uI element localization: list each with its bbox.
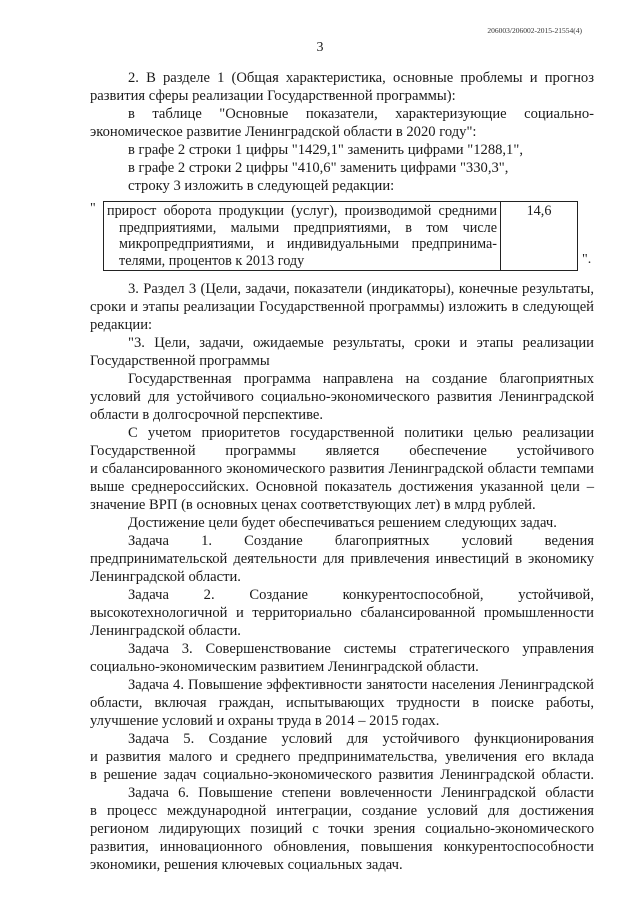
paragraph-line: в таблице "Основные показатели, характеризующие социально- [128, 106, 594, 122]
paragraph-line: в графе 2 строки 1 цифры "1429,1" заменить цифрами "1288,1", [128, 142, 523, 158]
paragraph-line: и сбалансированного экономического развития Ленинградской области темпами [90, 461, 594, 477]
indicator-line: предприятиями, малыми предприятиями, в том числе [119, 219, 497, 236]
paragraph-line: в графе 2 строки 2 цифры "410,6" заменить цифрами "330,3", [128, 160, 509, 176]
paragraph-line: развития сферы реализации Государственной программы): [90, 88, 456, 104]
indicator-line: телями, процентов к 2013 году [119, 252, 305, 269]
paragraph-line: Задача 3. Совершенствование системы стратегического управления [128, 641, 594, 657]
paragraph-line: редакции: [90, 317, 153, 333]
paragraph-line: экономики, решения ключевых социальных задач. [90, 857, 403, 873]
paragraph-line: С учетом приоритетов государственной политики целью реализации [128, 425, 594, 441]
paragraph-line: Задача 4. Повышение эффективности занятости населения Ленинградской [128, 677, 594, 693]
paragraph-line: Государственной программы [90, 353, 270, 369]
paragraph-line: высокотехнологичной и территориально сбалансированной промышленности [90, 605, 594, 621]
paragraph-line: Ленинградской области. [90, 569, 241, 585]
paragraph-line: социально-экономическим развитием Ленинградской области. [90, 659, 479, 675]
paragraph-line: 3. Раздел 3 (Цели, задачи, показатели (индикаторы), конечные результаты, [128, 281, 594, 297]
paragraph-line: предпринимательской деятельности для привлечения инвестиций в экономику [90, 551, 594, 567]
paragraph-line: области в долгосрочной перспективе. [90, 407, 324, 423]
paragraph-line: сроки и этапы реализации Государственной программы) изложить в следующей [90, 299, 594, 315]
paragraph-line: регионом лидирующих позиций с точки зрения социально-экономического [90, 821, 594, 837]
paragraph-line: Задача 5. Создание условий для устойчивого функционирования [128, 731, 594, 747]
paragraph-line: и развития малого и среднего предпринимательства, увеличения его вклада [90, 749, 594, 765]
paragraph-line: области, включая граждан, испытывающих трудности в поиске работы, [90, 695, 594, 711]
paragraph-line: "3. Цели, задачи, ожидаемые результаты, сроки и этапы реализации [128, 335, 594, 351]
paragraph-line: значение ВРП (в основных ценах соответствующих лет) в млрд рублей. [90, 497, 536, 513]
paragraph-line: Задача 2. Создание конкурентоспособной, устойчивой, [128, 587, 594, 603]
paragraph-line: в решение задач социально-экономического развития Ленинградской области. [90, 767, 594, 783]
paragraph-line: Задача 1. Создание благоприятных условий ведения [128, 533, 594, 549]
paragraph-line: выше среднероссийских. Основной показатель достижения указанной цели – [90, 479, 594, 495]
paragraph-line: развития, инновационного обновления, повышения конкурентоспособности [90, 839, 594, 855]
close-quote: ". [582, 252, 592, 267]
indicator-line: микропредприятиями, и индивидуальными предпринима- [119, 236, 497, 252]
paragraph-line: Достижение цели будет обеспечиваться решением следующих задач. [128, 515, 557, 531]
paragraph-line: условий для устойчивого социально-экономического развития Ленинградской [90, 389, 594, 405]
paragraph-line: Задача 6. Повышение степени вовлеченности Ленинградской области [128, 785, 594, 801]
value-cell: 14,6 [501, 202, 578, 271]
table-row [104, 202, 578, 271]
paragraph-line: улучшение условий и охраны труда в 2014 – 2015 годах. [90, 713, 440, 729]
open-quote: " [90, 201, 96, 216]
replacement-row-table [103, 201, 578, 271]
paragraph-line: экономическое развитие Ленинградской области в 2020 году": [90, 124, 477, 140]
paragraph-line: Государственной программы является обеспечение устойчивого [90, 443, 594, 459]
paragraph-line: строку 3 изложить в следующей редакции: [128, 178, 395, 194]
paragraph-line: Ленинградской области. [90, 623, 241, 639]
document-id: 206003/206002-2015-21554(4) [487, 26, 582, 35]
paragraph-line: 2. В разделе 1 (Общая характеристика, основные проблемы и прогноз [128, 70, 594, 86]
indicator-line: прирост оборота продукции (услуг), производимой средними [107, 203, 497, 219]
page-number: 3 [316, 40, 324, 55]
paragraph-line: в процесс международной интеграции, создание условий для достижения [90, 803, 594, 819]
indicator-cell [104, 202, 501, 271]
paragraph-line: Государственная программа направлена на создание благоприятных [128, 371, 594, 387]
